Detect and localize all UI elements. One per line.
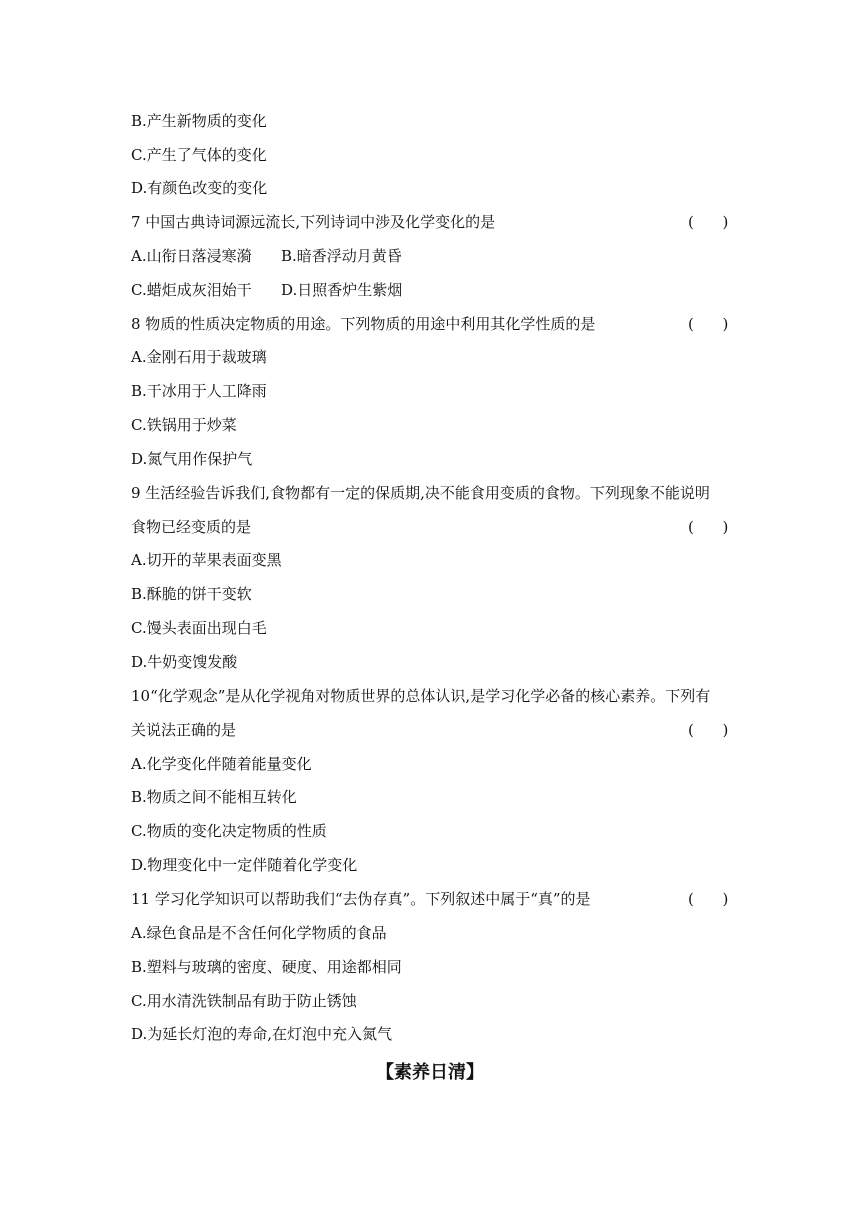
q6-option-c: C.产生了气体的变化 <box>131 146 267 164</box>
q8-option-d: D.氮气用作保护气 <box>131 450 253 468</box>
q9-stem-line-1: 9 生活经验告诉我们,食物都有一定的保质期,决不能食用变质的食物。下列现象不能说明 <box>131 484 710 502</box>
q11-option-b: B.塑料与玻璃的密度、硬度、用途都相同 <box>131 958 402 976</box>
q10-answer-bracket: ( ) <box>688 721 729 739</box>
q7-options-row-1 <box>131 246 402 266</box>
q8-option-b: B.干冰用于人工降雨 <box>131 382 267 400</box>
q11-answer-bracket: ( ) <box>688 890 729 908</box>
q8-stem: 8 物质的性质决定物质的用途。下列物质的用途中利用其化学性质的是 <box>131 315 596 333</box>
q11-option-d: D.为延长灯泡的寿命,在灯泡中充入氮气 <box>131 1025 393 1043</box>
section-title: 【素养日清】 <box>376 1062 484 1083</box>
q9-option-b: B.酥脆的饼干变软 <box>131 585 252 603</box>
q8-answer-bracket: ( ) <box>688 315 729 333</box>
q7-stem: 7 中国古典诗词源远流长,下列诗词中涉及化学变化的是 <box>131 213 496 231</box>
q8-option-c: C.铁锅用于炒菜 <box>131 416 237 434</box>
q11-option-a: A.绿色食品是不含任何化学物质的食品 <box>131 924 387 942</box>
q6-option-d: D.有颜色改变的变化 <box>131 179 268 197</box>
q9-option-c: C.馒头表面出现白毛 <box>131 619 267 637</box>
q6-option-b: B.产生新物质的变化 <box>131 112 267 130</box>
q7-answer-bracket: ( ) <box>688 213 729 231</box>
q9-stem-line-2: 食物已经变质的是 <box>131 518 252 536</box>
q8-option-a: A.金刚石用于裁玻璃 <box>131 348 267 366</box>
q10-option-b: B.物质之间不能相互转化 <box>131 788 297 806</box>
q7-option-c: C.蜡炬成灰泪始干 <box>131 281 252 299</box>
q9-option-d: D.牛奶变馊发酸 <box>131 653 238 671</box>
q7-option-d: D.日照香炉生紫烟 <box>281 281 403 299</box>
q11-stem: 11 学习化学知识可以帮助我们“去伪存真”。下列叙述中属于“真”的是 <box>131 890 591 908</box>
q7-option-a: A.山衔日落浸寒漪 <box>131 247 252 265</box>
q10-option-c: C.物质的变化决定物质的性质 <box>131 822 327 840</box>
q9-answer-bracket: ( ) <box>688 518 729 536</box>
q11-option-c: C.用水清洗铁制品有助于防止锈蚀 <box>131 992 357 1010</box>
q10-option-a: A.化学变化伴随着能量变化 <box>131 755 312 773</box>
q10-stem-line-2: 关说法正确的是 <box>131 721 237 739</box>
q10-option-d: D.物理变化中一定伴随着化学变化 <box>131 856 358 874</box>
q7-option-b: B.暗香浮动月黄昏 <box>281 247 402 265</box>
q9-option-a: A.切开的苹果表面变黑 <box>131 551 282 569</box>
q7-options-row-2 <box>131 280 403 300</box>
q10-stem-line-1: 10“化学观念”是从化学视角对物质世界的总体认识,是学习化学必备的核心素养。下列有 <box>131 687 711 705</box>
